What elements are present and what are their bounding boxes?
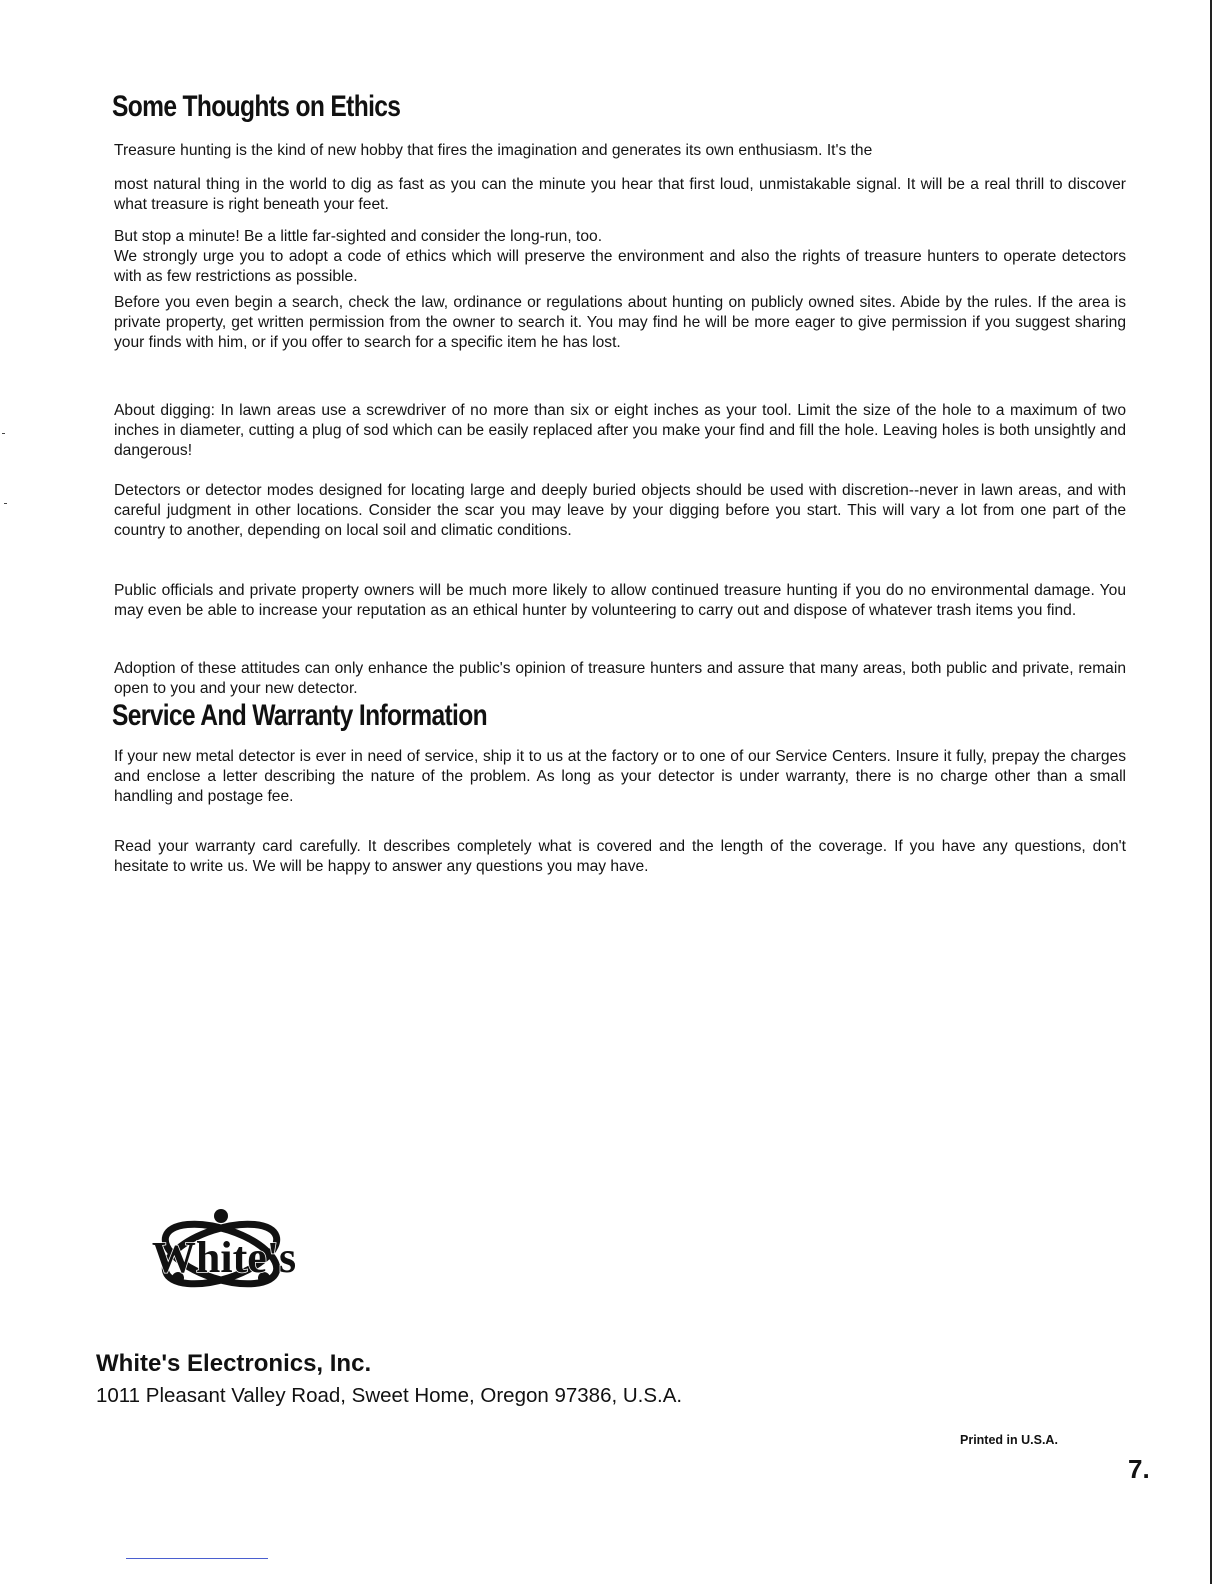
- scan-speck: [2, 433, 5, 434]
- logo-wordmark: White's: [151, 1233, 297, 1282]
- service-paragraph-1: If your new metal detector is ever in need of service, ship it to us at the factory or to one of our Service Centers. Insure it fully, prepay the charges and enclose a letter describing the nature of the problem. As long as your detector is under warranty, there is no charge other than a small handling and postage fee.: [114, 748, 1126, 805]
- ethics-paragraph-5: Before you even begin a search, check the law, ordinance or regulations about hunting on publicly owned sites. Abide by the rules. If the area is private property, get written permission from the owner to search it. You may find he will be more eager to give permission if you suggest sharing your finds with him, or if you offer to search for a specific item he has lost.: [114, 294, 1126, 351]
- ethics-paragraph-7: Detectors or detector modes designed for locating large and deeply buried objects should be used with discretion--never in lawn areas, and with careful judgment in other locations. Consider the scar you may leave by your digging before you start. This will vary a lot from one part of the country to another, depending on local soil and climatic conditions.: [114, 482, 1126, 539]
- ethics-paragraph-9: Adoption of these attitudes can only enhance the public's opinion of treasure hunters and assure that many areas, both public and private, remain open to you and your new detector.: [114, 660, 1126, 697]
- ethics-paragraph-6: About digging: In lawn areas use a screwdriver of no more than six or eight inches as your tool. Limit the size of the hole to a maximum of two inches in diameter, cutting a plug of sod which can be easily replaced after you make your find and fill the hole. Leaving holes is both unsightly and dangerous!: [114, 402, 1126, 459]
- company-address: 1011 Pleasant Valley Road, Sweet Home, Oregon 97386, U.S.A.: [96, 1384, 683, 1407]
- ethics-paragraph-1: Treasure hunting is the kind of new hobby that fires the imagination and generates its own enthusiasm. It's the: [114, 142, 873, 159]
- atom-logo-icon: [126, 1196, 322, 1312]
- service-heading: Service And Warranty Information: [112, 699, 487, 732]
- ethics-paragraph-4: We strongly urge you to adopt a code of ethics which will preserve the environment and also the rights of treasure hunters to operate detectors with as few restrictions as possible.: [114, 248, 1126, 285]
- page-edge: [1210, 0, 1224, 1584]
- page-number: 7.: [1128, 1454, 1150, 1484]
- company-name: White's Electronics, Inc.: [96, 1350, 372, 1377]
- ethics-paragraph-2: most natural thing in the world to dig as fast as you can the minute you hear that first loud, unmistakable signal. It will be a real thrill to discover what treasure is right beneath your feet.: [114, 176, 1126, 213]
- ethics-paragraph-8: Public officials and private property owners will be much more likely to allow continued treasure hunting if you do no environmental damage. You may even be able to increase your reputation as an ethical hunter by volunteering to carry out and dispose of whatever trash items you find.: [114, 582, 1126, 619]
- bottom-rule: [126, 1558, 268, 1559]
- ethics-heading: Some Thoughts on Ethics: [112, 90, 401, 123]
- ethics-paragraph-3: But stop a minute! Be a little far-sighted and consider the long-run, too.: [114, 228, 603, 245]
- scan-speck: [4, 503, 7, 504]
- service-paragraph-2: Read your warranty card carefully. It describes completely what is covered and the length of the coverage. If you have any questions, don't hesitate to write us. We will be happy to answer any questions you may have.: [114, 838, 1126, 875]
- printed-in-label: Printed in U.S.A.: [960, 1433, 1058, 1447]
